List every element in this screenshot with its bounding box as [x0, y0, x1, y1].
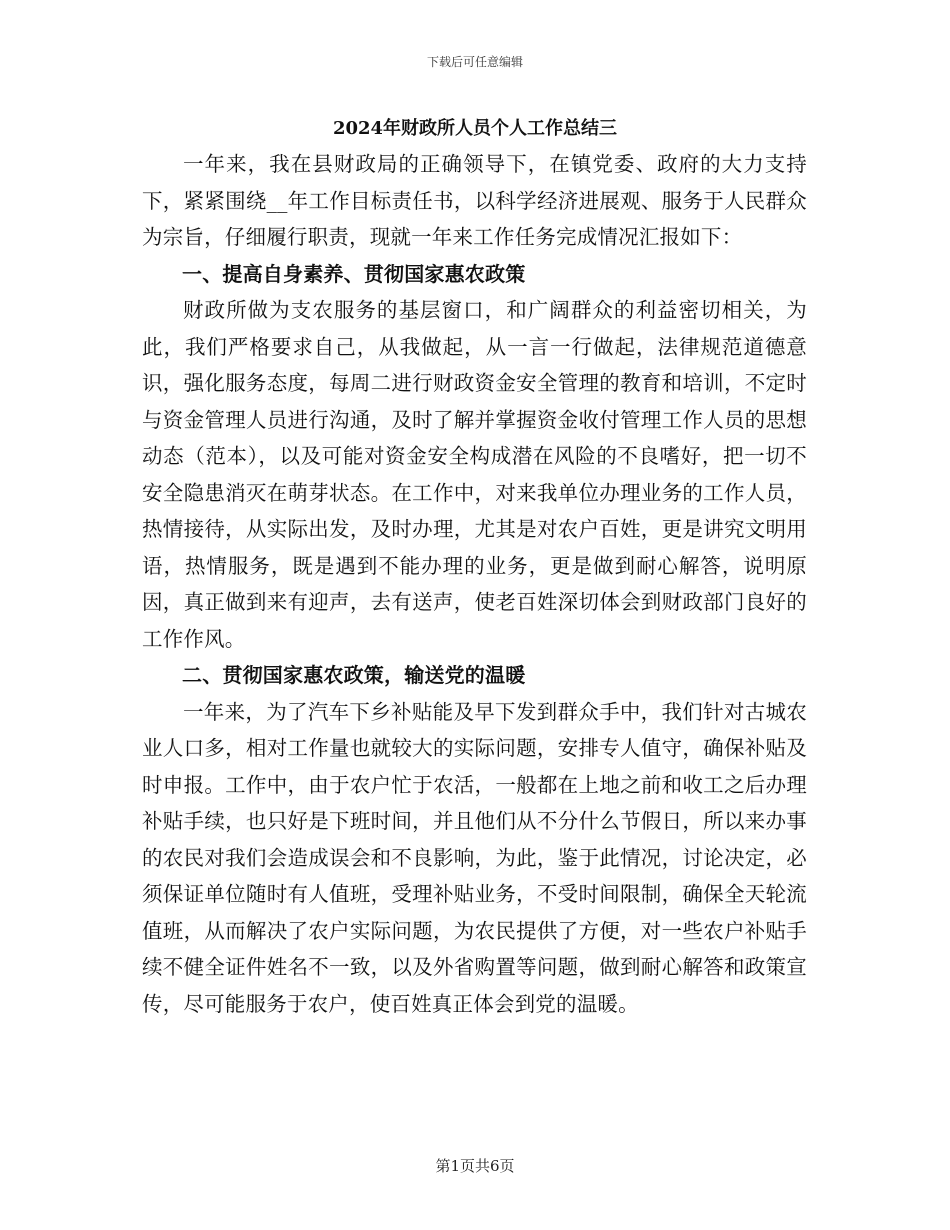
- section-heading-2: 二、贯彻国家惠农政策，输送党的温暖: [182, 663, 526, 687]
- section-body-1: 财政所做为支农服务的基层窗口，和广阔群众的利益密切相关，为此，我们严格要求自己，从我做起，从一言一行做起，法律规范道德意识，强化服务态度，每周二进行财政资金安全管理的教育和培训，不定时与资金管理人员进行沟通，及时了解并掌握资金收付管理工作人员的思想动态（范本），以及可能对资金安全构成潜在风险的不良嗜好，把一切不安全隐患消灭在萌芽状态。在工作中，对来我单位办理业务的工作人员，热情接待，从实际出发，及时办理，尤其是对农户百姓，更是讲究文明用语，热情服务，既是遇到不能办理的业务，更是做到耐心解答，说明原因，真正做到来有迎声，去有送声，使老百姓深切体会到财政部门良好的工作作风。: [142, 298, 807, 651]
- document-body: [142, 146, 807, 1022]
- section-heading-1: 一、提高自身素养、贯彻国家惠农政策: [182, 261, 526, 286]
- document-title: 2024年财政所人员个人工作总结三: [332, 118, 618, 139]
- page-number: 第1页共6页: [435, 1157, 515, 1175]
- header-note: 下载后可任意编辑: [426, 55, 523, 69]
- intro-paragraph: 一年来，我在县财政局的正确领导下，在镇党委、政府的大力支持下，紧紧围绕__年工作目标责任书，以科学经济进展观、服务于人民群众为宗旨，仔细履行职责，现就一年来工作任务完成情况汇报如下：: [142, 152, 807, 249]
- section-body-2: 一年来，为了汽车下乡补贴能及早下发到群众手中，我们针对古城农业人口多，相对工作量也就较大的实际问题，安排专人值守，确保补贴及时申报。工作中，由于农户忙于农活，一般都在上地之前和收工之后办理补贴手续，也只好是下班时间，并且他们从不分什么节假日，所以来办事的农民对我们会造成误会和不良影响，为此，鉴于此情况，讨论决定，必须保证单位随时有人值班，受理补贴业务，不受时间限制，确保全天轮流值班，从而解决了农户实际问题，为农民提供了方便，对一些农户补贴手续不健全证件姓名不一致，以及外省购置等问题，做到耐心解答和政策宣传，尽可能服务于农户，使百姓真正体会到党的温暖。: [142, 699, 807, 1016]
